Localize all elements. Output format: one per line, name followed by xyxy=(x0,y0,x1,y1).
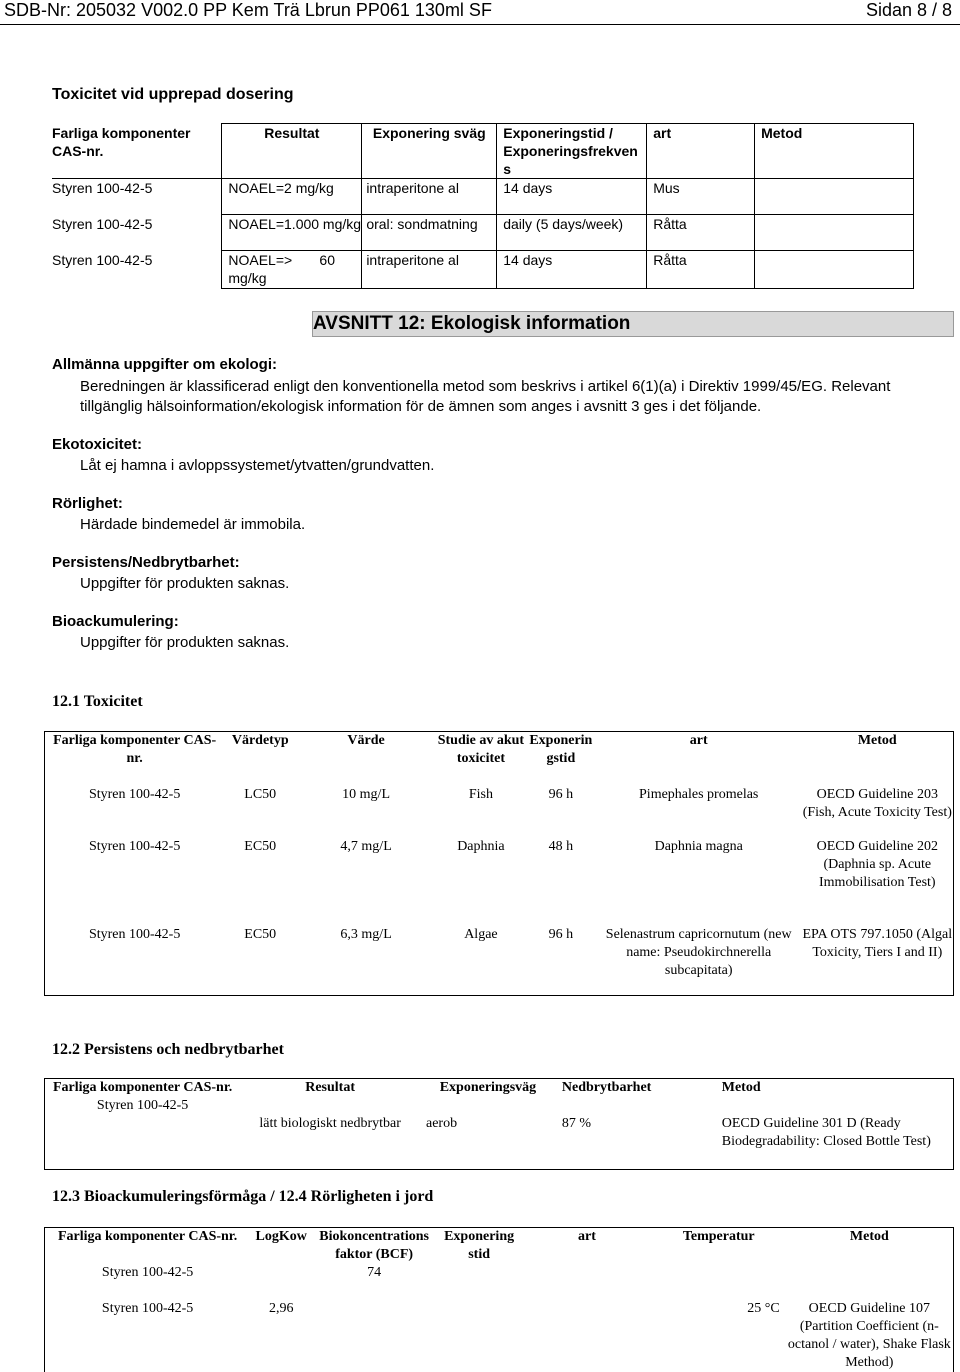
general-text-line2: tillgänglig hälsoinformation/ekologisk information för de ämnen som anges i avsnitt 3 ges i det följande. xyxy=(80,398,762,415)
col-header: Värdetyp xyxy=(231,733,289,748)
logkow-cell: 2,96 xyxy=(268,1301,294,1316)
col-header: LogKow xyxy=(255,1229,307,1244)
col-header: Nedbrytbarhet xyxy=(561,1080,652,1095)
species-cell: Daphnia magna xyxy=(654,838,743,854)
time-cell: daily (5 days/week) xyxy=(503,216,624,232)
value-cell: 10 mg/L xyxy=(342,786,391,802)
component-cell: Styren 100-42-5 xyxy=(52,215,153,232)
table-row xyxy=(45,1264,954,1300)
route-cell: oral: sondmatning xyxy=(366,216,478,232)
col-header: Metod xyxy=(857,733,897,748)
study-cell: Fish xyxy=(468,786,493,802)
time-cell: 14 days xyxy=(503,180,553,196)
result-cell: NOAEL=1.000 mg/kg xyxy=(228,216,362,232)
header-divider xyxy=(0,24,960,25)
bcf-cell: 74 xyxy=(367,1265,382,1280)
mobility-text: Härdade bindemedel är immobila. xyxy=(80,516,306,533)
bioacc-label: Bioackumulering: xyxy=(52,613,179,630)
study-cell: Daphnia xyxy=(457,838,505,854)
table-row xyxy=(45,1300,954,1372)
table-row xyxy=(45,926,954,996)
col-header: Exponeringstid / Exponeringsfrekven s xyxy=(503,125,638,177)
col-header: Exponering sväg xyxy=(372,125,486,141)
time-cell: 96 h xyxy=(548,926,574,942)
time-cell: 14 days xyxy=(503,252,553,268)
col-header: Temperatur xyxy=(682,1229,755,1244)
bioacc-text: Uppgifter för produkten saknas. xyxy=(80,634,290,651)
component-cell: Styren 100-42-5 xyxy=(52,180,153,196)
toxicity-table xyxy=(44,731,954,996)
general-label: Allmänna uppgifter om ekologi: xyxy=(52,356,278,373)
degradability-cell: 87 % xyxy=(561,1115,592,1131)
col-header: art xyxy=(689,733,708,748)
component-cell: Styren 100-42-5 xyxy=(96,1097,189,1113)
temperature-cell: 25 °C xyxy=(747,1301,780,1316)
time-cell: 96 h xyxy=(548,786,574,802)
method-cell: EPA OTS 797.1050 (Algal Toxicity, Tiers I and II) xyxy=(802,926,953,960)
species-cell: Pimephales promelas xyxy=(639,786,759,802)
col-header: Exponeringsväg xyxy=(439,1080,537,1095)
route-cell: aerob xyxy=(425,1115,458,1131)
species-cell: Mus xyxy=(653,180,680,196)
persistence-text: Uppgifter för produkten saknas. xyxy=(80,575,290,592)
document-id: SDB-Nr: 205032 V002.0 PP Kem Trä Lbrun PP061 130ml SF xyxy=(4,0,492,20)
component-cell: Styren 100-42-5 xyxy=(88,838,181,854)
ecotox-text: Låt ej hamna i avloppssystemet/ytvatten/grundvatten. xyxy=(80,457,435,474)
component-cell: Styren 100-42-5 xyxy=(101,1265,194,1280)
type-cell: LC50 xyxy=(244,786,277,802)
component-cell: Styren 100-42-5 xyxy=(88,786,181,802)
time-cell: 48 h xyxy=(548,838,574,854)
col-header: Farliga komponenter CAS-nr. xyxy=(52,124,191,159)
col-header: Resultat xyxy=(264,125,320,141)
result-cell: NOAEL=2 mg/kg xyxy=(228,180,334,196)
method-cell: OECD Guideline 107 (Partition Coefficient (n-octanol / water), Shake Flask Method) xyxy=(787,1301,951,1370)
col-header: art xyxy=(653,125,672,141)
section-title: AVSNITT 12: Ekologisk information xyxy=(313,313,631,334)
persistence-title: 12.2 Persistens och nedbrytbarhet xyxy=(52,1041,284,1058)
col-header: Metod xyxy=(761,125,803,141)
route-cell: intraperitone al xyxy=(366,180,459,196)
repeated-dose-table xyxy=(52,123,914,289)
col-header: Exponerin gstid xyxy=(529,733,593,766)
section-banner xyxy=(312,311,954,337)
method-cell: OECD Guideline 203 (Fish, Acute Toxicity Test) xyxy=(802,786,952,820)
general-text-line1: Beredningen är klassificerad enligt den konventionella metod som beskrivs i artikel 6(1)(a) i Direktiv 1999/45/EG. Relevant xyxy=(80,378,891,395)
mobility-label: Rörlighet: xyxy=(52,495,123,512)
col-header: Resultat xyxy=(305,1080,355,1095)
value-cell: 4,7 mg/L xyxy=(340,838,392,854)
table-row xyxy=(52,251,914,289)
table-header-row xyxy=(45,1228,954,1265)
value-cell: 6,3 mg/L xyxy=(340,926,392,942)
species-cell: Selenastrum capricornutum (new name: Pseudokirchnerella subcapitata) xyxy=(605,926,792,978)
component-cell: Styren 100-42-5 xyxy=(101,1301,194,1316)
result-cell: lätt biologiskt nedbrytbar xyxy=(259,1115,401,1131)
persistence-label: Persistens/Nedbrytbarhet: xyxy=(52,554,240,571)
component-cell: Styren 100-42-5 xyxy=(88,926,181,942)
col-header: Värde xyxy=(347,733,385,748)
table-row xyxy=(52,215,914,251)
species-cell: Råtta xyxy=(653,216,687,232)
study-cell: Algae xyxy=(464,926,498,942)
species-cell: Råtta xyxy=(653,252,687,268)
toxicity-title: 12.1 Toxicitet xyxy=(52,693,143,710)
component-cell: Styren 100-42-5 xyxy=(52,251,153,268)
page-header xyxy=(0,0,960,24)
col-header: Studie av akut toxicitet xyxy=(437,733,525,766)
result-cell: NOAEL=> 60 mg/kg xyxy=(228,252,339,286)
col-header: Metod xyxy=(721,1080,761,1095)
table-header-row xyxy=(52,124,914,179)
page-number: Sidan 8 / 8 xyxy=(865,0,952,20)
persistence-table xyxy=(44,1078,954,1170)
bioaccumulation-title: 12.3 Bioackumuleringsförmåga / 12.4 Rörligheten i jord xyxy=(52,1188,434,1205)
table-row xyxy=(45,1115,954,1170)
method-cell: OECD Guideline 202 (Daphnia sp. Acute Immobilisation Test) xyxy=(816,838,938,890)
col-header: Farliga komponenter CAS-nr. xyxy=(52,1080,233,1095)
col-header: Farliga komponenter CAS-nr. xyxy=(57,1229,238,1244)
col-header: art xyxy=(578,1229,596,1244)
col-header: Biokoncentrations faktor (BCF) xyxy=(319,1229,429,1262)
col-header: Metod xyxy=(849,1229,889,1244)
table-row xyxy=(45,838,954,926)
bioaccumulation-table xyxy=(44,1227,954,1372)
col-header: Farliga komponenter CAS-nr. xyxy=(53,733,217,766)
repeated-dose-title: Toxicitet vid upprepad dosering xyxy=(52,86,294,103)
method-cell: OECD Guideline 301 D (Ready Biodegradability: Closed Bottle Test) xyxy=(721,1115,931,1149)
table-row xyxy=(45,786,954,838)
route-cell: intraperitone al xyxy=(366,252,459,268)
table-header-row xyxy=(45,732,954,786)
col-header: Exponering stid xyxy=(444,1229,515,1262)
ecotox-label: Ekotoxicitet: xyxy=(52,436,143,453)
table-row xyxy=(52,179,914,215)
type-cell: EC50 xyxy=(244,838,277,854)
type-cell: EC50 xyxy=(244,926,277,942)
